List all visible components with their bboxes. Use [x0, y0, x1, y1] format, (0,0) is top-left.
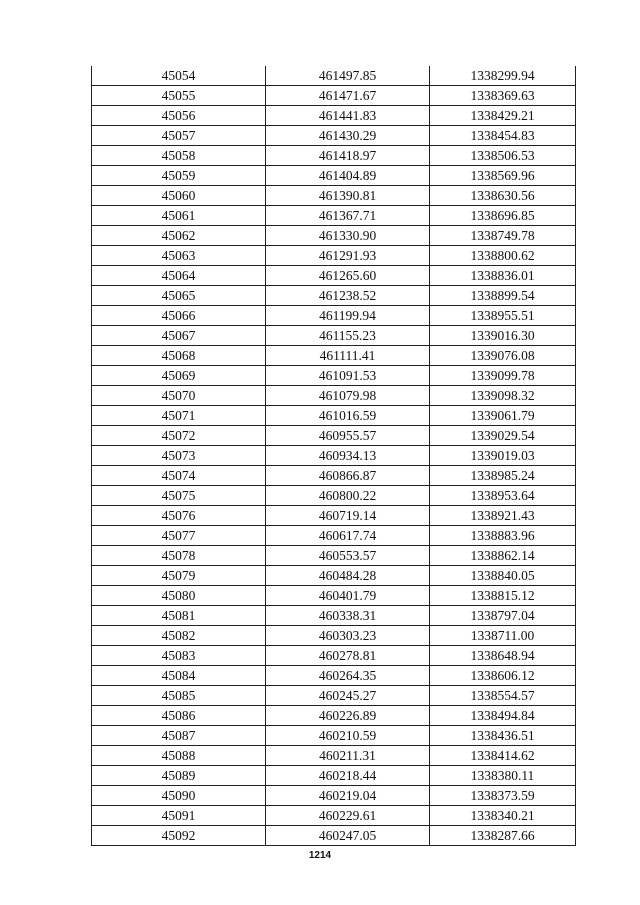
- y-coordinate-cell: 1338921.43: [430, 506, 576, 526]
- table-row: [92, 286, 576, 306]
- y-coordinate-cell: 1338836.01: [430, 266, 576, 286]
- x-coordinate-cell: 461091.53: [266, 366, 430, 386]
- y-coordinate-cell: 1338436.51: [430, 726, 576, 746]
- y-coordinate-cell: 1338862.14: [430, 546, 576, 566]
- x-coordinate-cell: 460934.13: [266, 446, 430, 466]
- x-coordinate-cell: 460211.31: [266, 746, 430, 766]
- point-id-cell: 45075: [92, 486, 266, 506]
- y-coordinate-cell: 1339016.30: [430, 326, 576, 346]
- y-coordinate-cell: 1338797.04: [430, 606, 576, 626]
- point-id-cell: 45066: [92, 306, 266, 326]
- table-row: [92, 786, 576, 806]
- table-row: [92, 86, 576, 106]
- table-row: [92, 226, 576, 246]
- x-coordinate-cell: 460303.23: [266, 626, 430, 646]
- coordinates-table-body: [92, 66, 576, 846]
- x-coordinate-cell: 461430.29: [266, 126, 430, 146]
- x-coordinate-cell: 460226.89: [266, 706, 430, 726]
- x-coordinate-cell: 460218.44: [266, 766, 430, 786]
- x-coordinate-cell: 460278.81: [266, 646, 430, 666]
- table-row: [92, 546, 576, 566]
- table-row: [92, 766, 576, 786]
- table-row: [92, 666, 576, 686]
- x-coordinate-cell: 461265.60: [266, 266, 430, 286]
- table-row: [92, 346, 576, 366]
- point-id-cell: 45092: [92, 826, 266, 846]
- point-id-cell: 45070: [92, 386, 266, 406]
- table-row: [92, 306, 576, 326]
- table-row: [92, 166, 576, 186]
- point-id-cell: 45073: [92, 446, 266, 466]
- table-row: [92, 806, 576, 826]
- x-coordinate-cell: 460247.05: [266, 826, 430, 846]
- point-id-cell: 45081: [92, 606, 266, 626]
- y-coordinate-cell: 1338883.96: [430, 526, 576, 546]
- point-id-cell: 45088: [92, 746, 266, 766]
- table-row: [92, 826, 576, 846]
- table-row: [92, 726, 576, 746]
- y-coordinate-cell: 1338749.78: [430, 226, 576, 246]
- point-id-cell: 45080: [92, 586, 266, 606]
- y-coordinate-cell: 1338569.96: [430, 166, 576, 186]
- y-coordinate-cell: 1338287.66: [430, 826, 576, 846]
- y-coordinate-cell: 1338373.59: [430, 786, 576, 806]
- y-coordinate-cell: 1338554.57: [430, 686, 576, 706]
- point-id-cell: 45055: [92, 86, 266, 106]
- y-coordinate-cell: 1338955.51: [430, 306, 576, 326]
- x-coordinate-cell: 461016.59: [266, 406, 430, 426]
- y-coordinate-cell: 1338711.00: [430, 626, 576, 646]
- y-coordinate-cell: 1339029.54: [430, 426, 576, 446]
- table-row: [92, 386, 576, 406]
- point-id-cell: 45065: [92, 286, 266, 306]
- x-coordinate-cell: 461497.85: [266, 66, 430, 86]
- x-coordinate-cell: 460210.59: [266, 726, 430, 746]
- point-id-cell: 45054: [92, 66, 266, 86]
- point-id-cell: 45076: [92, 506, 266, 526]
- y-coordinate-cell: 1338630.56: [430, 186, 576, 206]
- point-id-cell: 45058: [92, 146, 266, 166]
- point-id-cell: 45060: [92, 186, 266, 206]
- table-row: [92, 706, 576, 726]
- y-coordinate-cell: 1338494.84: [430, 706, 576, 726]
- x-coordinate-cell: 461367.71: [266, 206, 430, 226]
- point-id-cell: 45083: [92, 646, 266, 666]
- x-coordinate-cell: 461330.90: [266, 226, 430, 246]
- table-row: [92, 526, 576, 546]
- point-id-cell: 45067: [92, 326, 266, 346]
- table-row: [92, 326, 576, 346]
- y-coordinate-cell: 1339019.03: [430, 446, 576, 466]
- table-row: [92, 646, 576, 666]
- point-id-cell: 45074: [92, 466, 266, 486]
- x-coordinate-cell: 460955.57: [266, 426, 430, 446]
- table-row: [92, 206, 576, 226]
- point-id-cell: 45069: [92, 366, 266, 386]
- x-coordinate-cell: 460553.57: [266, 546, 430, 566]
- point-id-cell: 45078: [92, 546, 266, 566]
- point-id-cell: 45085: [92, 686, 266, 706]
- point-id-cell: 45062: [92, 226, 266, 246]
- y-coordinate-cell: 1339061.79: [430, 406, 576, 426]
- x-coordinate-cell: 460264.35: [266, 666, 430, 686]
- point-id-cell: 45079: [92, 566, 266, 586]
- x-coordinate-cell: 460617.74: [266, 526, 430, 546]
- x-coordinate-cell: 461079.98: [266, 386, 430, 406]
- y-coordinate-cell: 1339098.32: [430, 386, 576, 406]
- x-coordinate-cell: 461111.41: [266, 346, 430, 366]
- table-row: [92, 486, 576, 506]
- x-coordinate-cell: 460719.14: [266, 506, 430, 526]
- table-row: [92, 186, 576, 206]
- point-id-cell: 45086: [92, 706, 266, 726]
- y-coordinate-cell: 1338414.62: [430, 746, 576, 766]
- x-coordinate-cell: 461390.81: [266, 186, 430, 206]
- point-id-cell: 45057: [92, 126, 266, 146]
- point-id-cell: 45091: [92, 806, 266, 826]
- y-coordinate-cell: 1338815.12: [430, 586, 576, 606]
- table-row: [92, 586, 576, 606]
- y-coordinate-cell: 1338899.54: [430, 286, 576, 306]
- x-coordinate-cell: 461471.67: [266, 86, 430, 106]
- table-row: [92, 406, 576, 426]
- x-coordinate-cell: 461155.23: [266, 326, 430, 346]
- table-row: [92, 126, 576, 146]
- y-coordinate-cell: 1338985.24: [430, 466, 576, 486]
- point-id-cell: 45064: [92, 266, 266, 286]
- table-row: [92, 266, 576, 286]
- x-coordinate-cell: 460401.79: [266, 586, 430, 606]
- y-coordinate-cell: 1338454.83: [430, 126, 576, 146]
- table-row: [92, 66, 576, 86]
- x-coordinate-cell: 460484.28: [266, 566, 430, 586]
- table-row: [92, 566, 576, 586]
- x-coordinate-cell: 461418.97: [266, 146, 430, 166]
- table-row: [92, 626, 576, 646]
- point-id-cell: 45082: [92, 626, 266, 646]
- y-coordinate-cell: 1338800.62: [430, 246, 576, 266]
- point-id-cell: 45061: [92, 206, 266, 226]
- y-coordinate-cell: 1338953.64: [430, 486, 576, 506]
- table-row: [92, 426, 576, 446]
- table-row: [92, 366, 576, 386]
- point-id-cell: 45059: [92, 166, 266, 186]
- table-row: [92, 146, 576, 166]
- y-coordinate-cell: 1339076.08: [430, 346, 576, 366]
- table-row: [92, 106, 576, 126]
- x-coordinate-cell: 461441.83: [266, 106, 430, 126]
- point-id-cell: 45056: [92, 106, 266, 126]
- point-id-cell: 45071: [92, 406, 266, 426]
- y-coordinate-cell: 1338380.11: [430, 766, 576, 786]
- point-id-cell: 45072: [92, 426, 266, 446]
- page-number: 1214: [308, 850, 332, 861]
- table-row: [92, 446, 576, 466]
- point-id-cell: 45089: [92, 766, 266, 786]
- x-coordinate-cell: 461291.93: [266, 246, 430, 266]
- table-row: [92, 246, 576, 266]
- x-coordinate-cell: 460229.61: [266, 806, 430, 826]
- x-coordinate-cell: 461404.89: [266, 166, 430, 186]
- x-coordinate-cell: 461199.94: [266, 306, 430, 326]
- y-coordinate-cell: 1338506.53: [430, 146, 576, 166]
- y-coordinate-cell: 1338299.94: [430, 66, 576, 86]
- point-id-cell: 45090: [92, 786, 266, 806]
- point-id-cell: 45063: [92, 246, 266, 266]
- y-coordinate-cell: 1338696.85: [430, 206, 576, 226]
- y-coordinate-cell: 1338840.05: [430, 566, 576, 586]
- y-coordinate-cell: 1338648.94: [430, 646, 576, 666]
- y-coordinate-cell: 1338369.63: [430, 86, 576, 106]
- coordinates-table: [91, 66, 576, 846]
- table-row: [92, 606, 576, 626]
- x-coordinate-cell: 460219.04: [266, 786, 430, 806]
- point-id-cell: 45068: [92, 346, 266, 366]
- y-coordinate-cell: 1338606.12: [430, 666, 576, 686]
- y-coordinate-cell: 1339099.78: [430, 366, 576, 386]
- point-id-cell: 45084: [92, 666, 266, 686]
- x-coordinate-cell: 460800.22: [266, 486, 430, 506]
- table-row: [92, 506, 576, 526]
- x-coordinate-cell: 460338.31: [266, 606, 430, 626]
- x-coordinate-cell: 460866.87: [266, 466, 430, 486]
- y-coordinate-cell: 1338340.21: [430, 806, 576, 826]
- table-row: [92, 466, 576, 486]
- y-coordinate-cell: 1338429.21: [430, 106, 576, 126]
- point-id-cell: 45087: [92, 726, 266, 746]
- table-row: [92, 746, 576, 766]
- x-coordinate-cell: 460245.27: [266, 686, 430, 706]
- table-row: [92, 686, 576, 706]
- x-coordinate-cell: 461238.52: [266, 286, 430, 306]
- point-id-cell: 45077: [92, 526, 266, 546]
